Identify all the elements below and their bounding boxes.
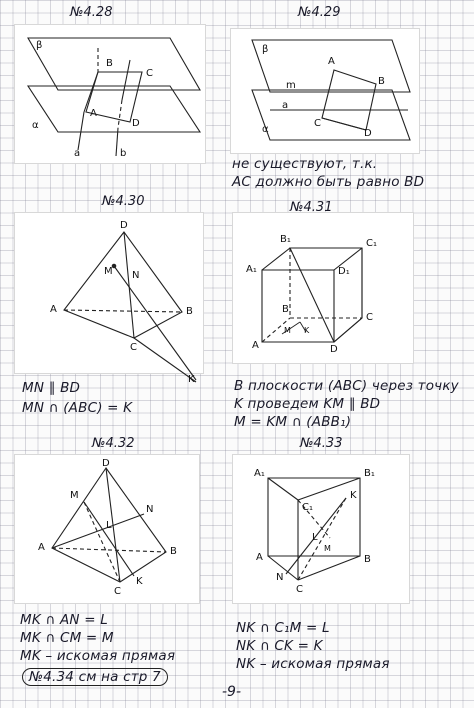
answer-4-30-line-2: MN ∩ (ABC) = K [22, 400, 133, 416]
label-C-29: C [314, 118, 321, 129]
label-A-30: A [50, 304, 57, 315]
label-C1-31: C₁ [366, 238, 377, 249]
label-beta: β [36, 40, 43, 51]
label-N-32: N [146, 504, 154, 515]
label-A: A [90, 108, 97, 119]
answer-4-33-line-3: NK – искомая прямая [236, 656, 390, 672]
problem-number-4-31: №4.31 [290, 200, 333, 215]
label-A-31: A [252, 340, 259, 351]
label-B1-33: B₁ [364, 468, 375, 479]
label-C: C [146, 68, 153, 79]
label-C-33: C [296, 584, 303, 595]
label-D: D [132, 118, 140, 129]
boxed-note-4-34: №4.34 см на стр 7 [22, 668, 168, 686]
label-B-30: B [186, 306, 193, 317]
label-K-32: K [136, 576, 143, 587]
label-a-29: a [282, 100, 289, 111]
label-A1-33: A₁ [254, 468, 265, 479]
answer-4-31-line-2: K проведем KM ∥ BD [234, 396, 381, 412]
label-B-29: B [378, 76, 385, 87]
label-B-32: B [170, 546, 177, 557]
problem-number-4-30: №4.30 [102, 194, 145, 209]
label-beta-29: β [262, 44, 269, 55]
answer-4-29-line-2: AC должно быть равно BD [232, 174, 425, 190]
answer-4-33-line-2: NK ∩ CK = K [236, 638, 323, 654]
label-N-30: N [132, 270, 140, 281]
answer-4-31-line-3: M = KM ∩ (ABB₁) [234, 414, 352, 430]
problem-number-4-33: №4.33 [300, 436, 343, 451]
label-A1-31: A₁ [246, 264, 257, 275]
answer-4-30-line-1: MN ∥ BD [22, 380, 81, 396]
answer-4-31-line-1: В плоскости (ABC) через точку [234, 378, 459, 394]
label-K-31: K [304, 326, 310, 335]
label-M-32: M [70, 490, 79, 501]
answer-4-33-line-1: NK ∩ C₁M = L [236, 620, 330, 636]
label-M-30: M [104, 266, 113, 277]
label-alpha: α [32, 120, 39, 131]
label-L-33: L [312, 532, 318, 543]
label-B: B [106, 58, 113, 69]
problem-number-4-29: №4.29 [298, 5, 341, 20]
label-C-32: C [114, 586, 121, 597]
problem-number-4-28: №4.28 [70, 5, 113, 20]
label-L-32: L [106, 520, 112, 531]
label-C1-33: C₁ [302, 502, 313, 513]
label-m: m [286, 80, 296, 91]
label-C-30: C [130, 342, 137, 353]
label-D-30: D [120, 220, 128, 231]
label-M-31: M [284, 326, 291, 335]
label-A-32: A [38, 542, 45, 553]
label-B-33: B [364, 554, 371, 565]
label-A-33: A [256, 552, 263, 563]
label-b: b [120, 148, 127, 159]
answer-4-32-line-3: MK – искомая прямая [20, 648, 176, 664]
label-a: a [74, 148, 81, 159]
answer-4-32-line-2: MK ∩ CM = M [20, 630, 114, 646]
label-K-33: K [350, 490, 357, 501]
label-D1-31: D₁ [338, 266, 350, 277]
label-D-32: D [102, 458, 110, 469]
label-B1-31: B₁ [280, 234, 291, 245]
label-A-29: A [328, 56, 335, 67]
problem-number-4-32: №4.32 [92, 436, 135, 451]
answer-4-32-line-1: MK ∩ AN = L [20, 612, 108, 628]
page-number: -9- [222, 684, 242, 700]
label-D-29: D [364, 128, 372, 139]
label-alpha-29: α [262, 124, 269, 135]
label-M-33: M [324, 544, 331, 553]
label-B-31: B [282, 304, 289, 315]
label-C-31: C [366, 312, 373, 323]
answer-4-29-line-1: не существуют, т.к. [232, 156, 378, 172]
label-N-33: N [276, 572, 284, 583]
label-K-30: K [188, 374, 195, 385]
label-D-31: D [330, 344, 338, 355]
